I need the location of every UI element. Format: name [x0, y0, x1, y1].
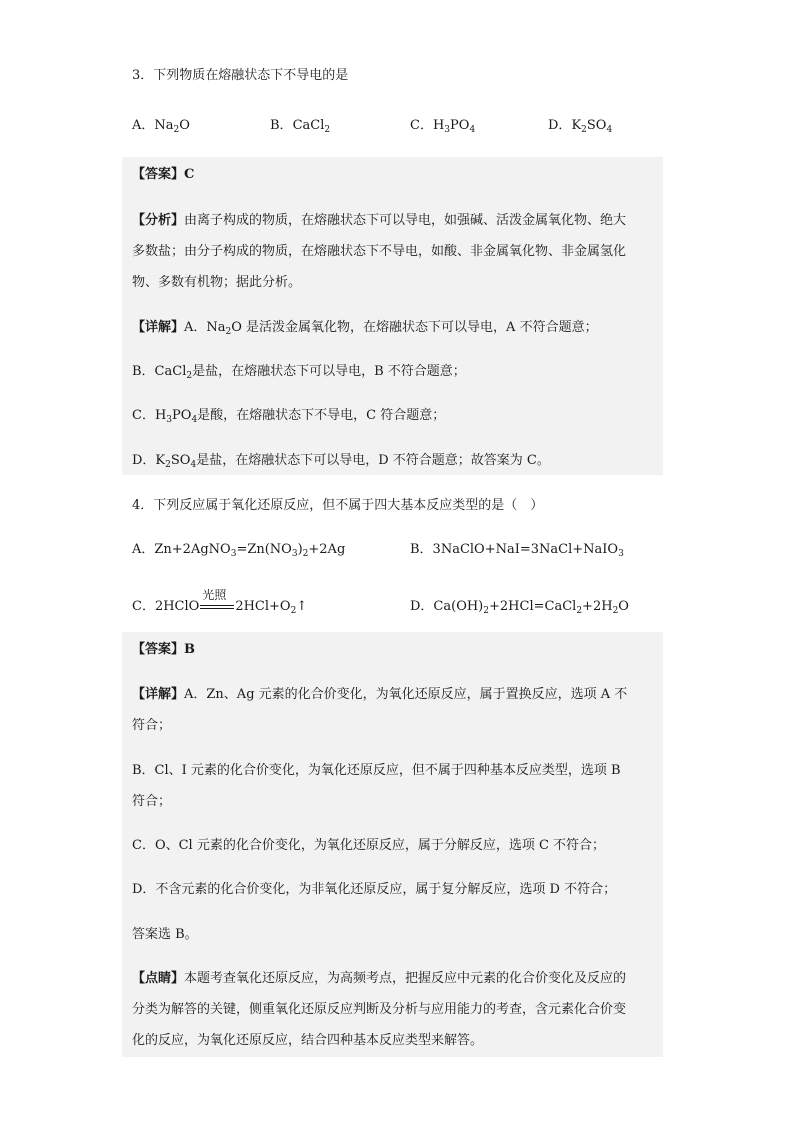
q3-solution-box	[122, 157, 663, 475]
q4-comment-line-1: 【点睛】本题考查氧化还原反应，为高频考点，把握反应中元素的化合价变化及反应的	[132, 971, 627, 986]
question-3-title: 3．下列物质在熔融状态下不导电的是	[132, 68, 349, 83]
q4-detail-a-line-2: 符合；	[132, 718, 172, 733]
q3-analysis-line-1: 【分析】由离子构成的物质，在熔融状态下可以导电，如强碱、活泼金属氧化物、绝大	[132, 213, 627, 228]
question-4-title: 4．下列反应属于氧化还原反应，但不属于四大基本反应类型的是（ ）	[132, 498, 544, 513]
q3-detail-a: 【详解】A．$Na_2O$ 是活泼金属氧化物，在熔融状态下可以导电，A 不符合题意；	[132, 320, 598, 337]
q4-answer: 【答案】B	[132, 642, 195, 657]
q4-option-d: D．$Ca(OH)_2+2HCl=CaCl_2+2H_2O$	[410, 599, 629, 616]
q3-analysis-line-3: 物、多数有机物；据此分析。	[132, 275, 302, 290]
q3-answer: 【答案】C	[132, 167, 195, 182]
reaction-condition-arrow	[200, 588, 234, 617]
q3-detail-c: C．$H_3PO_4$是酸，在熔融状态下不导电，C 符合题意；	[132, 408, 446, 425]
q3-analysis-line-2: 多数盐；由分子构成的物质，在熔融状态下不导电，如酸、非金属氧化物、非金属氢化	[132, 244, 627, 259]
q4-comment-line-3: 化的反应，为氧化还原反应，结合四种基本反应类型来解答。	[132, 1033, 484, 1048]
reaction-condition-label: 光照	[202, 588, 227, 602]
q4-detail-b-line-2: 符合；	[132, 794, 172, 809]
q3-detail-d: D．$K_2SO_4$是盐，在熔融状态下可以导电，D 不符合题意；故答案为 C。	[132, 453, 550, 470]
q3-option-d: D．$K_2SO_4$	[548, 118, 613, 135]
q4-detail-b-line-1: B．Cl、I 元素的化合价变化，为氧化还原反应，但不属于四种基本反应类型，选项 B	[132, 763, 621, 778]
q3-detail-b: B．CaCl$_2$是盐，在熔融状态下可以导电，B 不符合题意；	[132, 364, 466, 381]
q4-option-b: B．3NaClO+NaI=3NaCl+NaIO$_3$	[410, 542, 624, 559]
q4-detail-c: C．O、Cl 元素的化合价变化，为氧化还原反应，属于分解反应，选项 C 不符合；	[132, 838, 606, 853]
q3-option-a: A．$Na_2O$	[132, 118, 190, 135]
q4-option-a: A．$Zn+2AgNO_3=Zn(NO_3)_2+2Ag$	[132, 542, 346, 559]
q4-conclusion: 答案选 B。	[132, 927, 198, 942]
q4-detail-d: D．不含元素的化合价变化，为非氧化还原反应，属于复分解反应，选项 D 不符合；	[132, 882, 617, 897]
q3-option-b: B．CaCl$_2$	[270, 118, 331, 135]
q3-option-c: C．$H_3PO_4$	[410, 118, 476, 135]
q4-option-c: C．2HClO 光照 $2HCl+O_2↑$	[132, 597, 307, 617]
q4-comment-line-2: 分类为解答的关键，侧重氧化还原反应判断及分析与应用能力的考查，含元素化合价变	[132, 1002, 627, 1017]
q4-detail-a-line-1: 【详解】A．Zn、Ag 元素的化合价变化，为氧化还原反应，属于置换反应，选项 A 不	[132, 687, 628, 702]
